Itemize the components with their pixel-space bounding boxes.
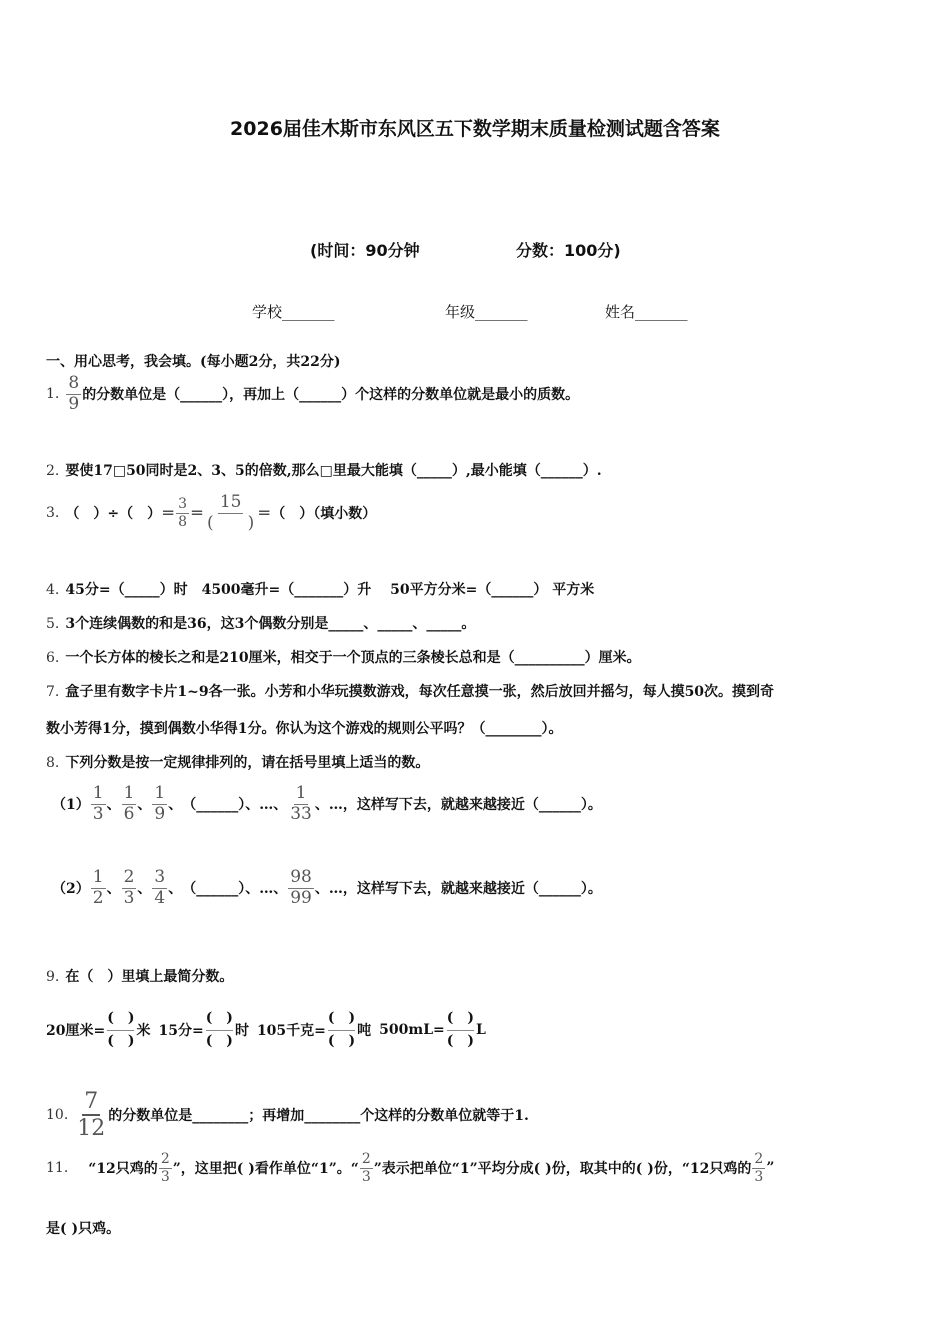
section-heading: 一、用心思考，我会填。(每小题2分，共22分): [46, 354, 341, 370]
question-number: 11.: [46, 1160, 69, 1177]
question-number: 7.: [46, 684, 60, 700]
question-text: 一个长方体的棱长之和是210厘米，相交于一个顶点的三条棱长总和是（__________）厘米。: [65, 650, 641, 666]
question-11-line2: 是( )只鸡。: [46, 1221, 121, 1237]
answer-fraction: ( ) ( ): [107, 1010, 135, 1049]
separator: 、: [137, 797, 152, 814]
question-text: （ ）÷（ ）＝: [65, 506, 176, 523]
question-5: [46, 613, 475, 633]
separator: 、: [106, 881, 121, 898]
question-text: 、…，这样写下去，就越来越接近（______）。: [314, 797, 602, 814]
part-label: （2）: [52, 881, 90, 898]
question-8-part-1: [52, 785, 602, 824]
question-number: 9.: [46, 969, 60, 985]
answer-fraction: ( ) ( ): [446, 1010, 475, 1049]
grade-field: 年级_______: [445, 303, 528, 321]
question-number: 2.: [46, 463, 60, 479]
item-prefix: 15分=: [158, 1023, 204, 1039]
fraction: 1 9: [154, 783, 166, 824]
fraction: 3 4: [154, 867, 166, 908]
question-text: （______）、…、: [182, 797, 288, 814]
item-unit: L: [476, 1022, 486, 1038]
question-text: ＝（ ）（填小数）: [257, 506, 377, 523]
separator: 、: [106, 797, 121, 814]
name-field: 姓名_______: [605, 303, 688, 321]
separator: 、: [168, 797, 183, 814]
separator: 、: [168, 881, 183, 898]
fraction: 2 3: [754, 1151, 764, 1185]
question-number: 8.: [46, 755, 60, 771]
question-11: [46, 1152, 774, 1184]
question-7-line2: 数小芳得1分，摸到偶数小华得1分。你认为这个游戏的规则公平吗？（________）。: [46, 721, 563, 737]
question-text: 、…，这样写下去，就越来越接近（______）。: [314, 881, 602, 898]
question-text: 的分数单位是________；再增加________个这样的分数单位就等于1.: [108, 1108, 529, 1125]
item-prefix: 500mL=: [379, 1022, 445, 1038]
fraction: 3 8: [178, 496, 188, 530]
question-number: 4.: [46, 582, 60, 598]
question-text: “12只鸡的: [88, 1161, 158, 1178]
question-text: ＝: [190, 506, 205, 523]
fraction: 7 12: [77, 1089, 106, 1142]
question-9-items: [46, 1010, 486, 1050]
question-8-part-2: [52, 869, 602, 908]
separator: 、: [137, 881, 152, 898]
question-text: 45分=（_____）时 4500毫升=（_______）升 50平方分米=（______） 平方米: [65, 582, 595, 598]
question-number: 10.: [46, 1107, 69, 1124]
question-number: 1.: [46, 386, 60, 403]
answer-fraction: ( ) ( ): [327, 1010, 356, 1049]
fraction: 8 9: [68, 373, 80, 414]
exam-score: 分数：100分): [516, 241, 621, 260]
question-text: 在（ ）里填上最简分数。: [65, 969, 234, 985]
question-text: 盒子里有数字卡片1~9各一张。小芳和小华玩摸数游戏，每次任意摸一张，然后放回并摇匀，每人摸50次。摸到奇: [65, 684, 775, 700]
fraction: 1 3: [92, 783, 104, 824]
question-text: ”，这里把( )看作单位“1”。“: [172, 1161, 359, 1178]
question-7: [46, 681, 774, 701]
question-text: 3个连续偶数的和是36，这3个偶数分别是_____、_____、_____。: [65, 616, 476, 632]
exam-time: (时间：90分钟: [310, 241, 420, 260]
part-label: （1）: [52, 797, 90, 814]
fraction: 2 3: [123, 867, 135, 908]
question-number: 5.: [46, 616, 60, 632]
fraction: 1 33: [290, 783, 312, 824]
item-prefix: 20厘米=: [46, 1023, 106, 1039]
question-1: [46, 375, 579, 414]
question-3: [46, 494, 376, 533]
fraction: 15 ( ): [207, 492, 255, 533]
question-number: 6.: [46, 650, 60, 666]
fraction: 98 99: [290, 867, 312, 908]
question-text: 下列分数是按一定规律排列的，请在括号里填上适当的数。: [65, 755, 430, 771]
item-prefix: 105千克=: [256, 1023, 326, 1039]
question-text: 要使17□50同时是2、3、5的倍数,那么□里最大能填（_____）,最小能填（______）.: [65, 463, 602, 479]
question-number: 3.: [46, 505, 60, 522]
item-unit: 米: [136, 1023, 151, 1039]
question-text: （______）、…、: [182, 881, 288, 898]
question-2: [46, 460, 602, 480]
question-6: [46, 647, 641, 667]
question-text: ”: [766, 1160, 775, 1177]
question-4: [46, 579, 594, 599]
school-field: 学校_______: [252, 303, 335, 321]
fraction: 1 2: [92, 867, 104, 908]
fraction: 2 3: [361, 1151, 371, 1185]
fraction: 2 3: [160, 1151, 170, 1185]
item-unit: 吨: [357, 1023, 372, 1039]
question-9: [46, 966, 233, 986]
question-8: [46, 752, 429, 772]
item-unit: 时: [234, 1023, 249, 1039]
question-10: [46, 1090, 529, 1140]
page-title: 2026届佳木斯市东风区五下数学期末质量检测试题含答案: [230, 118, 720, 140]
question-text: ”表示把单位“1”平均分成( )份，取其中的( )份，“12只鸡的: [373, 1161, 752, 1178]
answer-fraction: ( ) ( ): [205, 1010, 233, 1049]
fraction: 1 6: [123, 783, 135, 824]
question-text: 的分数单位是（______），再加上（______）个这样的分数单位就是最小的质数。: [82, 387, 580, 404]
